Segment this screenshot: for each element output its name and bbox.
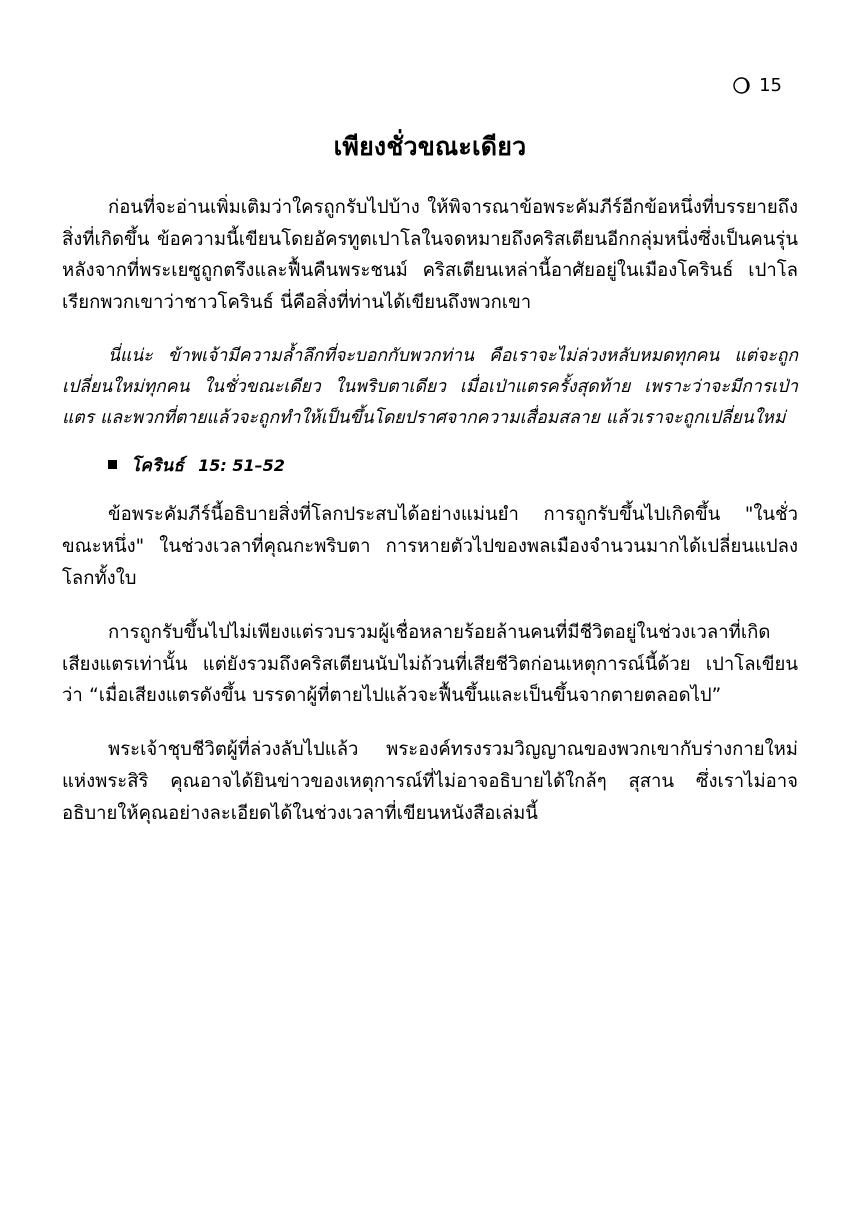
citation-book: โครินธ์ <box>131 456 185 477</box>
moon-circle-icon <box>733 77 750 94</box>
paragraph: ก่อนที่จะอ่านเพิ่มเติมว่าใครถูกรับไปบ้าง ให้พิจารณาข้อพระคัมภีร์อีกข้อหนึ่งที่บรรยายถึงสิ่งที่เกิดขึ้น ข้อความนี้เขียนโดยอัครทูตเปาโลในจดหมายถึงคริสเตียนอีกกลุ่มหนึ่งซึ่งเป็นคนรุ่นหลังจากที่พระเยซูถูกตรึงและฟื้นคืนพระชนม์ คริสเตียนเหล่านี้อาศัยอยู่ในเมืองโครินธ์ เปาโลเรียกพวกเขาว่าชาวโครินธ์ นี่คือสิ่งที่ท่านได้เขียนถึงพวกเขา <box>62 196 798 314</box>
page-header <box>62 70 798 100</box>
paragraph: พระเจ้าชุบชีวิตผู้ที่ล่วงลับไปแล้ว พระองค์ทรงรวมวิญญาณของพวกเขากับร่างกายใหม่แห่งพระสิริ คุณอาจได้ยินข่าวของเหตุการณ์ที่ไม่อาจอธิบายได้ใกล้ๆ สุสาน ซึ่งเราไม่อาจอธิบายให้คุณอย่างละเอียดได้ในช่วงเวลาที่เขียนหนังสือเล่มนี้ <box>62 739 798 824</box>
body-content <box>62 192 798 830</box>
paragraph: การถูกรับขึ้นไปไม่เพียงแต่รวบรวมผู้เชื่อหลายร้อยล้านคนที่มีชีวิตอยู่ในช่วงเวลาที่เกิดเสียงแตรเท่านั้น แต่ยังรวมถึงคริสเตียนนับไม่ถ้วนที่เสียชีวิตก่อนเหตุการณ์นี้ด้วย เปาโลเขียนว่า “เมื่อเสียงแตรดังขึ้น บรรดาผู้ที่ตายไปแล้วจะฟื้นขึ้นและเป็นขึ้นจากตายตลอดไป” <box>62 621 798 707</box>
paragraph: ข้อพระคัมภีร์นี้อธิบายสิ่งที่โลกประสบได้อย่างแม่นยำ การถูกรับขึ้นไปเกิดขึ้น "ในชั่วขณะหนึ่ง" ในช่วงเวลาที่คุณกะพริบตา การหายตัวไปของพลเมืองจำนวนมากได้เปลี่ยนแปลงโลกทั้งใบ <box>62 504 798 590</box>
citation <box>108 452 798 479</box>
page-number: 15 <box>759 74 782 96</box>
citation-reference: 15: 51–52 <box>198 456 285 476</box>
scripture-quote: นี่แน่ะ ข้าพเจ้ามีความล้ำลึกที่จะบอกกับพวกท่าน คือเราจะไม่ล่วงหลับหมดทุกคน แต่จะถูกเปลี่ยนใหม่ทุกคน ในชั่วขณะเดียว ในพริบตาเดียว เมื่อเป่าแตรครั้งสุดท้าย เพราะว่าจะมีการเป่าแตร และพวกที่ตายแล้วจะถูกทำให้เป็นขึ้นโดยปราศจากความเสื่อมสลาย แล้วเราจะถูกเปลี่ยนใหม่ <box>62 346 798 429</box>
square-bullet-icon <box>108 460 117 469</box>
page-title: เพียงชั่วขณะเดียว <box>333 132 527 161</box>
